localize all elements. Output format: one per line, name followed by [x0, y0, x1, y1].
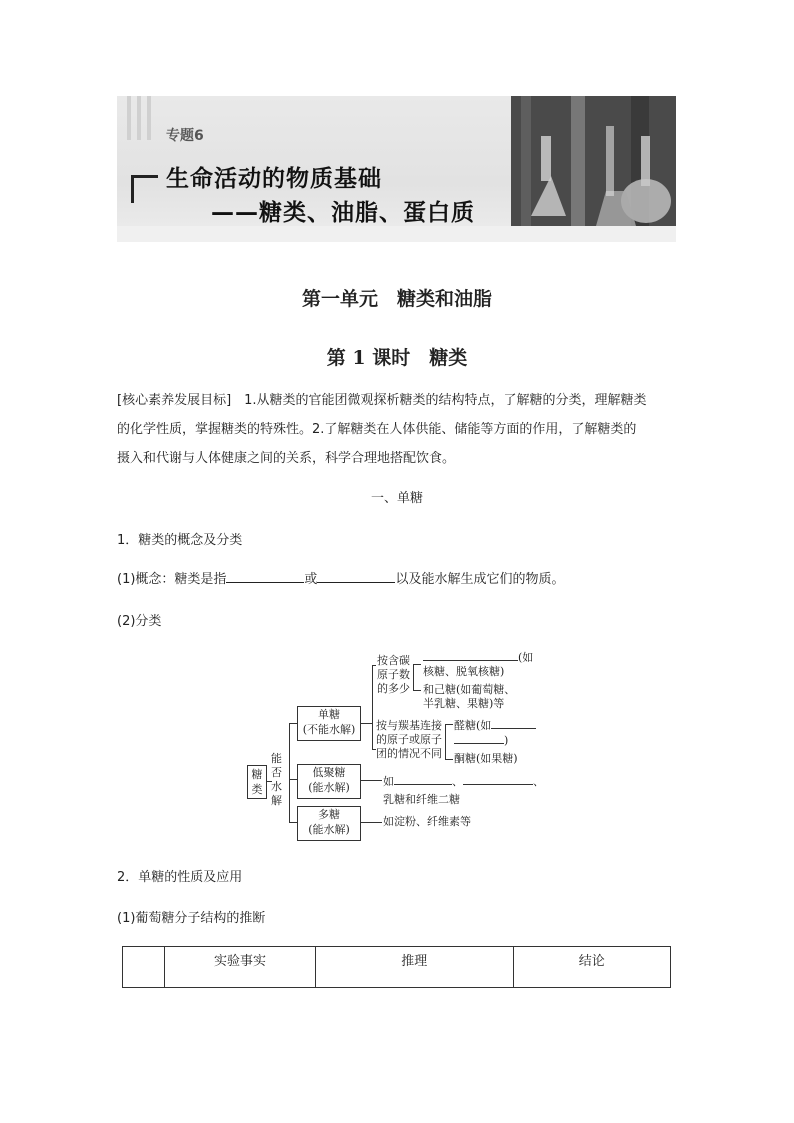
hexose-line2: 半乳糖、果糖)等	[423, 697, 505, 710]
connector	[360, 822, 382, 823]
mono-label: 单糖	[318, 708, 340, 721]
connector	[289, 723, 290, 823]
banner-title-line1: 生命活动的物质基础	[166, 166, 382, 192]
oligo-examples	[383, 774, 544, 807]
fill-blank[interactable]	[423, 650, 518, 661]
mono-box	[297, 706, 361, 741]
connector	[445, 724, 446, 760]
pentose-open: (如	[518, 651, 534, 664]
aldose-text	[454, 718, 536, 748]
pentose-examples: 核糖、脱氧核糖)	[423, 665, 505, 678]
fill-blank[interactable]	[394, 774, 452, 785]
connector	[445, 759, 453, 760]
table-row	[123, 947, 671, 988]
item-heading-2: 2．单糖的性质及应用	[117, 870, 243, 885]
banner-title-line2: ——糖类、油脂、蛋白质	[211, 200, 475, 226]
subheading-glucose: (1)葡萄糖分子结构的推断	[117, 911, 266, 926]
split-label	[271, 752, 283, 808]
fill-blank[interactable]	[491, 718, 536, 729]
concept-suffix: 以及能水解生成它们的物质。	[395, 572, 565, 587]
table-header: 实验事实	[165, 947, 316, 988]
topic-number: 专题6	[166, 128, 204, 144]
connector	[413, 690, 421, 691]
poly-box	[297, 806, 361, 841]
classify-label: (2)分类	[117, 614, 162, 629]
table-header: 推理	[315, 947, 513, 988]
oligo-sep: 、	[452, 775, 463, 788]
hexose-text	[423, 683, 515, 711]
connector	[413, 664, 414, 691]
ketose-text: 酮糖(如果糖)	[454, 752, 518, 765]
table-header: 结论	[513, 947, 670, 988]
oligo-label: 低聚糖	[312, 766, 346, 779]
concept-mid: 或	[304, 572, 318, 587]
by-group-label	[376, 719, 442, 761]
connector	[413, 664, 421, 665]
connector	[360, 780, 382, 781]
connector	[372, 665, 376, 666]
goals-label: [核心素养发展目标]	[117, 393, 232, 408]
split-char: 水	[271, 780, 282, 793]
pentose-text	[423, 650, 533, 679]
goals-text-1: 1.从糖类的官能团微观探析糖类的结构特点，了解糖的分类，理解糖类	[231, 393, 647, 408]
by-carbon-text: 按含碳	[377, 654, 410, 667]
split-char: 否	[271, 766, 282, 779]
poly-examples: 如淀粉、纤维素等	[383, 815, 471, 828]
unit-title: 第一单元 糖类和油脂	[301, 288, 492, 310]
by-group-text: 的原子或原子	[376, 733, 442, 746]
connector	[289, 779, 297, 780]
split-char: 解	[271, 794, 282, 807]
by-carbon-text: 的多少	[377, 682, 410, 695]
hexose-line1: 和己糖(如葡萄糖、	[423, 683, 516, 696]
oligo-sep: 、	[533, 775, 544, 788]
by-group-text: 团的情况不同	[376, 747, 442, 760]
inference-table	[122, 946, 671, 988]
oligo-note: (能水解)	[308, 781, 350, 794]
oligo-prefix: 如	[383, 775, 394, 788]
split-char: 能	[271, 752, 282, 765]
connector	[360, 723, 372, 724]
aldose-label: 醛糖(如	[454, 719, 492, 732]
connector	[289, 723, 297, 724]
by-group-text: 按与羰基连接	[376, 719, 442, 732]
fill-blank[interactable]	[454, 733, 504, 744]
by-carbon-label	[377, 654, 410, 696]
poly-label: 多糖	[318, 808, 340, 821]
by-carbon-text: 原子数	[377, 668, 410, 681]
mono-note: (不能水解)	[302, 723, 356, 736]
item-heading-1: 1．糖类的概念及分类	[117, 533, 243, 548]
oligo-more: 乳糖和纤维二糖	[383, 793, 460, 806]
table-header	[123, 947, 165, 988]
connector	[372, 665, 373, 750]
poly-note: (能水解)	[308, 823, 350, 836]
concept-prefix: (1)概念：糖类是指	[117, 572, 227, 587]
oligo-box	[297, 764, 361, 799]
section-heading: 一、单糖	[370, 491, 423, 506]
goals-text-3: 摄入和代谢与人体健康之间的关系，科学合理地搭配饮食。	[117, 451, 456, 466]
aldose-close: )	[504, 734, 509, 747]
connector	[445, 724, 453, 725]
root-label: 糖类	[251, 768, 263, 796]
lesson-title: 第 1 课时 糖类	[326, 347, 468, 369]
connector	[289, 822, 297, 823]
root-box	[247, 765, 267, 799]
goals-text-2: 的化学性质，掌握糖类的特殊性。2.了解糖类在人体供能、储能等方面的作用，了解糖类的	[117, 422, 637, 437]
fill-blank[interactable]	[463, 774, 533, 785]
